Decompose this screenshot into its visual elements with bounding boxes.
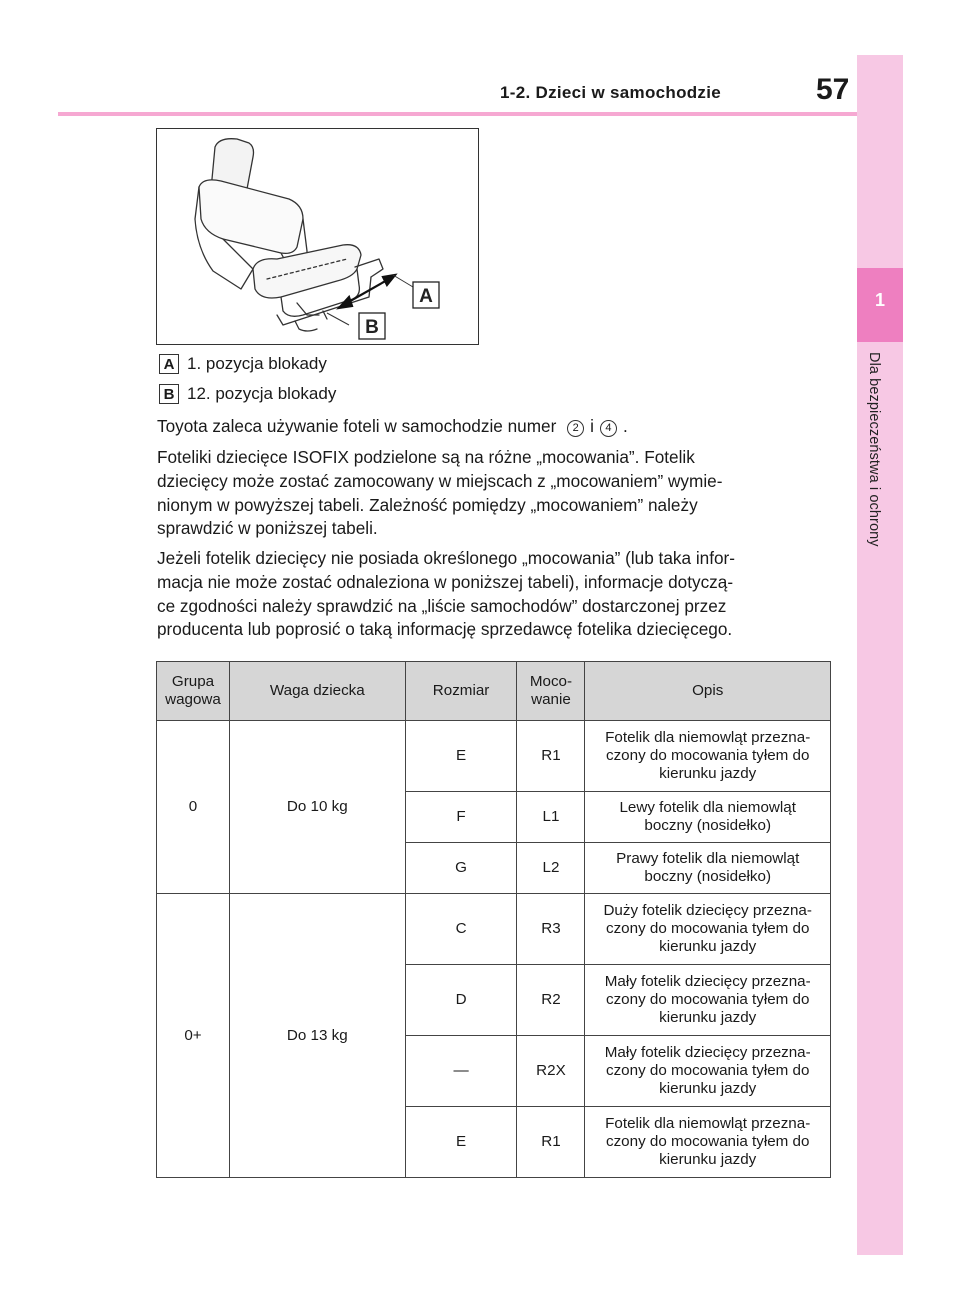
seat-illustration — [156, 128, 479, 345]
cell-description: Mały fotelik dziecięcy przezna- czony do mocowania tyłem do kierunku jazdy — [585, 1036, 831, 1107]
header-fixture: Moco- wanie — [517, 662, 585, 721]
cell-size: C — [405, 894, 517, 965]
cell-fixture: L2 — [517, 843, 585, 894]
callout-b-label: B — [365, 317, 379, 338]
table-row — [157, 894, 831, 965]
cell-size: E — [405, 721, 517, 792]
chapter-tab — [857, 55, 903, 1255]
cell-weight: Do 10 kg — [229, 721, 405, 894]
paragraph-line: Jeżeli fotelik dziecięcy nie posiada określonego „mocowania” (lub taka infor- — [157, 548, 735, 568]
paragraph-line: ce zgodności należy sprawdzić na „liście samochodów” dostarczonej przez — [157, 595, 727, 616]
legend-marker-a: A — [159, 354, 179, 374]
recommendation-middle: i — [590, 416, 594, 436]
seat-number-circle: 2 — [567, 420, 584, 437]
cell-size: — — [405, 1036, 517, 1107]
header-weight: Waga dziecka — [229, 662, 405, 721]
cell-group: 0+ — [157, 894, 230, 1178]
cell-size: E — [405, 1107, 517, 1178]
cell-weight: Do 13 kg — [229, 894, 405, 1178]
legend-item-a — [159, 354, 327, 374]
header-rule — [58, 112, 858, 116]
header-description: Opis — [585, 662, 831, 721]
page-number: 57 — [816, 73, 850, 106]
chapter-number: 1 — [874, 290, 885, 310]
recommendation-text — [157, 415, 837, 439]
paragraph-line: sprawdzić w poniższej tabeli. — [157, 518, 378, 539]
paragraph-line: dziecięcy może zostać zamocowany w miejscach z „mocowaniem” wymie- — [157, 470, 723, 491]
recommendation-before: Toyota zaleca używanie foteli w samochodzie numer — [157, 416, 557, 436]
cell-size: G — [405, 843, 517, 894]
cell-group: 0 — [157, 721, 230, 894]
recommendation-after: . — [622, 416, 628, 436]
section-title: 1-2. Dzieci w samochodzie — [500, 83, 722, 102]
table-row — [157, 721, 831, 792]
legend-item-b — [159, 384, 336, 404]
cell-size: D — [405, 965, 517, 1036]
cell-description: Lewy fotelik dla niemowląt boczny (nosidełko) — [585, 792, 831, 843]
cell-fixture: L1 — [517, 792, 585, 843]
cell-fixture: R2 — [517, 965, 585, 1036]
header-size: Rozmiar — [405, 662, 517, 721]
legend-text-a: 1. pozycja blokady — [187, 354, 327, 373]
callout-a-label: A — [419, 286, 433, 307]
cell-size: F — [405, 792, 517, 843]
header-group: Grupa wagowa — [157, 662, 230, 721]
isofix-table — [156, 661, 831, 1178]
paragraph-line: nionym w powyższej tabeli. Zależność pomiędzy „mocowaniem” należy — [157, 494, 698, 515]
paragraph-line: producenta lub poprosić o taką informację sprzedawcę fotelika dziecięcego. — [157, 619, 733, 640]
cell-fixture: R1 — [517, 1107, 585, 1178]
table-header-row — [157, 662, 831, 721]
cell-description: Fotelik dla niemowląt przezna- czony do mocowania tyłem do kierunku jazdy — [585, 721, 831, 792]
compatibility-paragraph — [157, 547, 837, 642]
paragraph-line: Foteliki dziecięce ISOFIX podzielone są na różne „mocowania”. Fotelik — [157, 447, 695, 467]
cell-fixture: R3 — [517, 894, 585, 965]
seat-number-circle: 4 — [600, 420, 617, 437]
seat-drawing — [157, 129, 478, 344]
cell-description: Mały fotelik dziecięcy przezna- czony do mocowania tyłem do kierunku jazdy — [585, 965, 831, 1036]
chapter-title: Dla bezpieczeństwa i ochrony — [866, 352, 882, 547]
cell-description: Fotelik dla niemowląt przezna- czony do mocowania tyłem do kierunku jazdy — [585, 1107, 831, 1178]
isofix-paragraph — [157, 446, 837, 541]
legend-text-b: 12. pozycja blokady — [187, 384, 337, 403]
legend-marker-b: B — [159, 384, 179, 404]
cell-description: Prawy fotelik dla niemowląt boczny (nosidełko) — [585, 843, 831, 894]
paragraph-line: macja nie może zostać odnaleziona w poniższej tabeli), informacje dotyczą- — [157, 571, 734, 592]
cell-fixture: R1 — [517, 721, 585, 792]
cell-description: Duży fotelik dziecięcy przezna- czony do mocowania tyłem do kierunku jazdy — [585, 894, 831, 965]
cell-fixture: R2X — [517, 1036, 585, 1107]
